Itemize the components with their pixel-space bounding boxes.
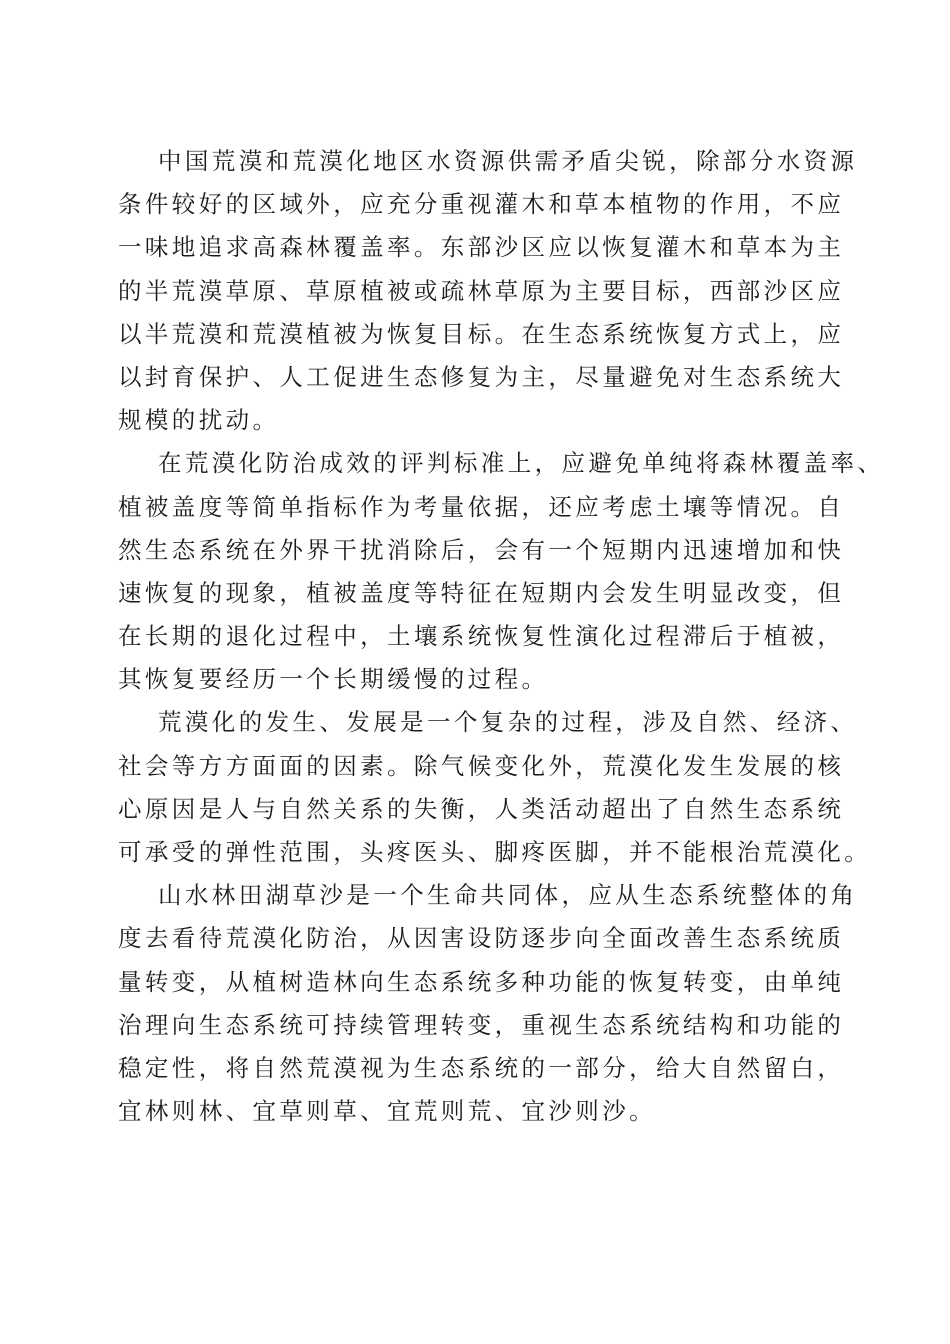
text-line: 一味地追求高森林覆盖率。东部沙区应以恢复灌木和草本为主 <box>118 233 845 262</box>
text-line: 其恢复要经历一个长期缓慢的过程。 <box>118 665 549 694</box>
text-line: 量转变，从植树造林向生态系统多种功能的恢复转变，由单纯 <box>118 967 845 996</box>
text-line: 山水林田湖草沙是一个生命共同体，应从生态系统整体的角 <box>158 881 858 910</box>
text-line: 速恢复的现象，植被盖度等特征在短期内会发生明显改变，但 <box>118 578 845 607</box>
text-line: 规模的扰动。 <box>118 406 280 435</box>
paragraph-water-resources <box>118 140 858 442</box>
paragraph-evaluation-standards <box>118 442 885 701</box>
text-line: 稳定性，将自然荒漠视为生态系统的一部分，给大自然留白， <box>118 1053 845 1082</box>
text-line: 在荒漠化防治成效的评判标准上，应避免单纯将森林覆盖率、 <box>158 449 885 478</box>
text-line: 的半荒漠草原、草原植被或疏林草原为主要目标，西部沙区应 <box>118 276 845 305</box>
text-line: 然生态系统在外界干扰消除后，会有一个短期内迅速增加和快 <box>118 535 845 564</box>
text-line: 度去看待荒漠化防治，从因害设防逐步向全面改善生态系统质 <box>118 924 845 953</box>
text-line: 条件较好的区域外，应充分重视灌木和草本植物的作用，不应 <box>118 190 845 219</box>
text-line: 治理向生态系统可持续管理转变，重视生态系统结构和功能的 <box>118 1010 845 1039</box>
paragraph-ecosystem-approach <box>118 874 858 1133</box>
text-line: 在长期的退化过程中，土壤系统恢复性演化过程滞后于植被， <box>118 622 845 651</box>
text-line: 宜林则林、宜草则草、宜荒则荒、宜沙则沙。 <box>118 1097 656 1126</box>
text-line: 可承受的弹性范围，头疼医头、脚疼医脚，并不能根治荒漠化。 <box>118 838 872 866</box>
text-line: 以半荒漠和荒漠植被为恢复目标。在生态系统恢复方式上，应 <box>118 319 845 348</box>
text-line: 以封育保护、人工促进生态修复为主，尽量避免对生态系统大 <box>118 362 845 391</box>
paragraph-desertification-causes <box>118 701 872 874</box>
document-body <box>118 140 885 1133</box>
text-line: 中国荒漠和荒漠化地区水资源供需矛盾尖锐，除部分水资源 <box>158 147 858 175</box>
text-line: 植被盖度等简单指标作为考量依据，还应考虑土壤等情况。自 <box>118 492 845 521</box>
text-line: 心原因是人与自然关系的失衡，人类活动超出了自然生态系统 <box>118 794 845 823</box>
text-line: 社会等方方面面的因素。除气候变化外，荒漠化发生发展的核 <box>118 751 845 780</box>
text-line: 荒漠化的发生、发展是一个复杂的过程，涉及自然、经济、 <box>158 708 858 737</box>
